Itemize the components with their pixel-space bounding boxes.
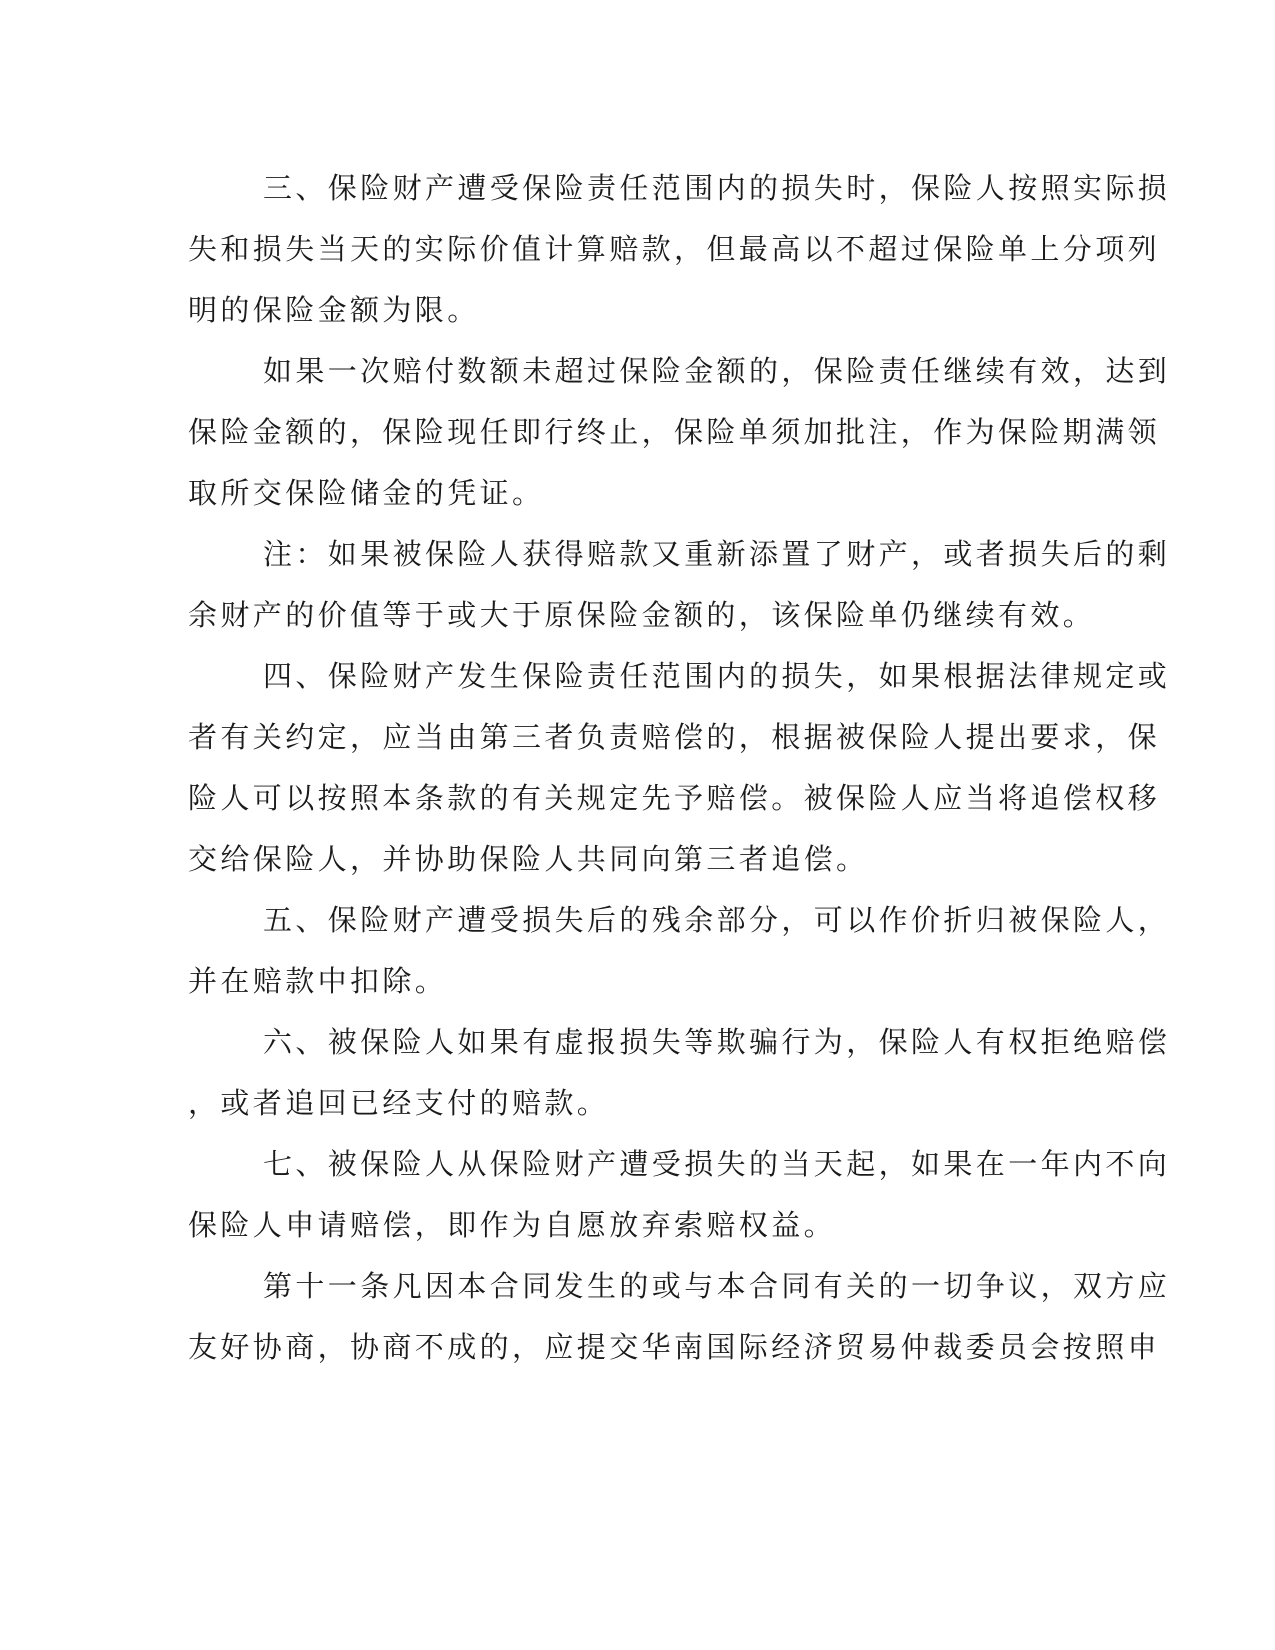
paragraph-line: 友好协商，协商不成的，应提交华南国际经济贸易仲裁委员会按照申 — [188, 1330, 1161, 1364]
paragraph-line: 七、被保险人从保险财产遭受损失的当天起，如果在一年内不向 — [263, 1147, 1171, 1181]
paragraph-line: 失和损失当天的实际价值计算赔款，但最高以不超过保险单上分项列 — [188, 232, 1161, 266]
paragraph-line: 四、保险财产发生保险责任范围内的损失，如果根据法律规定或 — [263, 659, 1171, 693]
paragraph-line: 取所交保险储金的凭证。 — [188, 476, 545, 510]
paragraph-line: 者有关约定，应当由第三者负责赔偿的，根据被保险人提出要求，保 — [188, 720, 1161, 754]
paragraph-line: 第十一条凡因本合同发生的或与本合同有关的一切争议，双方应 — [263, 1269, 1171, 1303]
paragraph-line: 保险金额的，保险现任即行终止，保险单须加批注，作为保险期满领 — [188, 415, 1161, 449]
paragraph-line: 保险人申请赔偿，即作为自愿放弃索赔权益。 — [188, 1208, 837, 1242]
document-body — [188, 158, 1171, 1378]
paragraph-line: 余财产的价值等于或大于原保险金额的，该保险单仍继续有效。 — [188, 598, 1096, 632]
paragraph-line: 注：如果被保险人获得赔款又重新添置了财产，或者损失后的剩 — [263, 537, 1171, 571]
paragraph-line: 交给保险人，并协助保险人共同向第三者追偿。 — [188, 842, 869, 876]
paragraph-line: 六、被保险人如果有虚报损失等欺骗行为，保险人有权拒绝赔偿 — [263, 1025, 1171, 1059]
paragraph-line: 五、保险财产遭受损失后的残余部分，可以作价折归被保险人， — [263, 903, 1171, 937]
paragraph-line: 三、保险财产遭受保险责任范围内的损失时，保险人按照实际损 — [263, 171, 1171, 205]
paragraph-line: 并在赔款中扣除。 — [188, 964, 448, 998]
paragraph-line: 险人可以按照本条款的有关规定先予赔偿。被保险人应当将追偿权移 — [188, 781, 1161, 815]
paragraph-line: 明的保险金额为限。 — [188, 293, 480, 327]
paragraph-line: ，或者追回已经支付的赔款。 — [188, 1086, 610, 1120]
paragraph-line: 如果一次赔付数额未超过保险金额的，保险责任继续有效，达到 — [263, 354, 1171, 388]
